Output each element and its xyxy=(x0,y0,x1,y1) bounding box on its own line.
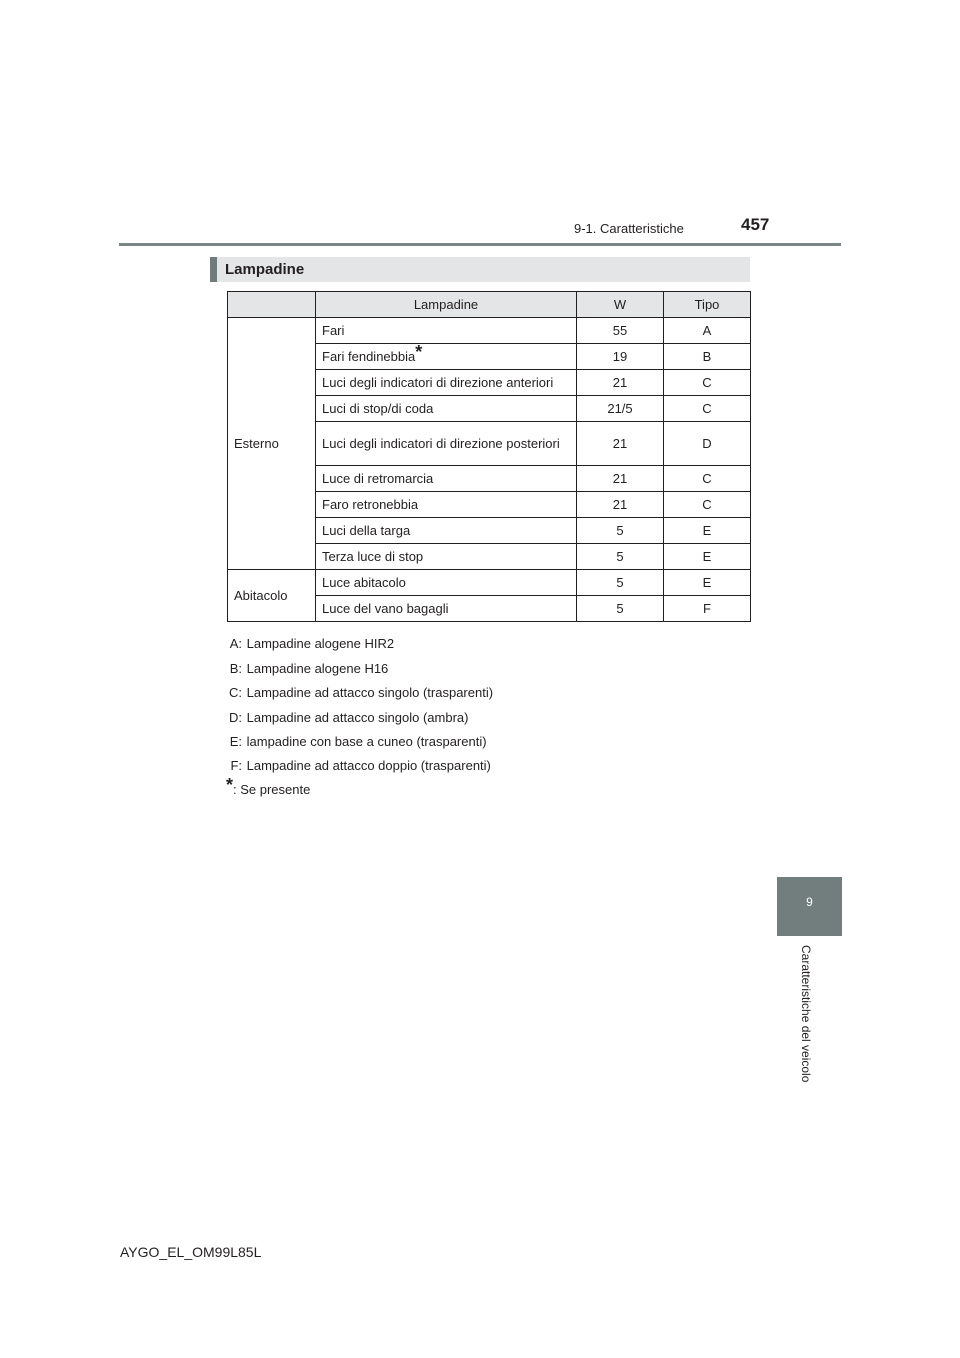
group-label: Esterno xyxy=(228,318,316,570)
table-header-cell: W xyxy=(577,292,664,318)
bulb-type: C xyxy=(664,396,751,422)
table-header-cell: Lampadine xyxy=(316,292,577,318)
legend-item xyxy=(218,661,388,676)
table-header-cell xyxy=(228,292,316,318)
legend-key: E: xyxy=(229,734,242,749)
bulb-type: A xyxy=(664,318,751,344)
bulb-type: B xyxy=(664,344,751,370)
chapter-number: 9 xyxy=(806,895,813,909)
bulb-watt: 55 xyxy=(577,318,664,344)
section-title: Lampadine xyxy=(225,261,305,278)
bulb-name: Luce di retromarcia xyxy=(316,466,577,492)
chapter-tab xyxy=(777,877,842,936)
legend-item xyxy=(218,685,493,700)
bulb-type: C xyxy=(664,370,751,396)
bulb-type: D xyxy=(664,422,751,466)
legend-item xyxy=(218,636,394,651)
footnote xyxy=(226,775,311,797)
table-header-row xyxy=(228,292,751,318)
bulb-watt: 5 xyxy=(577,518,664,544)
legend-key: D: xyxy=(229,710,242,725)
bulb-watt: 21 xyxy=(577,422,664,466)
bulb-watt: 21/5 xyxy=(577,396,664,422)
bulb-watt: 5 xyxy=(577,544,664,570)
bulb-type: E xyxy=(664,518,751,544)
header-section: 9-1. Caratteristiche xyxy=(574,221,684,236)
bulb-watt: 19 xyxy=(577,344,664,370)
chapter-title: Caratteristiche del veicolo xyxy=(799,945,813,1083)
legend-text: Lampadine ad attacco singolo (ambra) xyxy=(246,710,469,725)
legend-item xyxy=(218,734,487,749)
legend-key: A: xyxy=(229,636,242,651)
bulb-name: Luci della targa xyxy=(316,518,577,544)
bulb-watt: 21 xyxy=(577,370,664,396)
bulb-name: Luce del vano bagagli xyxy=(316,596,577,622)
document-code: AYGO_EL_OM99L85L xyxy=(120,1244,262,1260)
bulb-watt: 21 xyxy=(577,466,664,492)
legend-item xyxy=(218,758,491,773)
bulb-watt: 5 xyxy=(577,596,664,622)
bulb-name: Fari fendinebbia xyxy=(322,349,416,364)
bulbs-table xyxy=(227,291,751,622)
bulb-name: Luci degli indicatori di direzione anteriori xyxy=(316,370,577,396)
optional-marker: * xyxy=(415,342,423,362)
bulb-type: C xyxy=(664,466,751,492)
table-row xyxy=(228,318,751,344)
legend-text: Lampadine alogene H16 xyxy=(246,661,389,676)
legend-item xyxy=(218,710,468,725)
legend-text: lampadine con base a cuneo (trasparenti) xyxy=(246,734,487,749)
header-rule xyxy=(119,243,841,246)
bulb-name-cell xyxy=(316,344,577,370)
legend-key: C: xyxy=(229,685,242,700)
bulb-name: Luci di stop/di coda xyxy=(316,396,577,422)
bulb-name: Luci degli indicatori di direzione posteriori xyxy=(322,436,560,451)
bulb-name: Luce abitacolo xyxy=(316,570,577,596)
legend-key: F: xyxy=(230,758,242,773)
bulb-type: F xyxy=(664,596,751,622)
bulb-type: C xyxy=(664,492,751,518)
bulb-watt: 5 xyxy=(577,570,664,596)
bulb-name-cell xyxy=(316,422,577,466)
legend-text: Lampadine ad attacco singolo (trasparenti) xyxy=(246,685,494,700)
footnote-marker: * xyxy=(226,775,234,795)
bulb-type: E xyxy=(664,544,751,570)
table-row xyxy=(228,570,751,596)
bulb-watt: 21 xyxy=(577,492,664,518)
bulb-type: E xyxy=(664,570,751,596)
bulb-name: Fari xyxy=(316,318,577,344)
bulb-name: Terza luce di stop xyxy=(316,544,577,570)
legend-text: Lampadine ad attacco doppio (trasparenti) xyxy=(246,758,491,773)
group-label: Abitacolo xyxy=(228,570,316,622)
legend-text: Lampadine alogene HIR2 xyxy=(246,636,395,651)
table-header-cell: Tipo xyxy=(664,292,751,318)
page-number: 457 xyxy=(741,215,770,234)
section-title-bar xyxy=(210,257,750,282)
bulb-name: Faro retronebbia xyxy=(316,492,577,518)
legend-key: B: xyxy=(229,661,242,676)
footnote-text: : Se presente xyxy=(233,782,311,797)
